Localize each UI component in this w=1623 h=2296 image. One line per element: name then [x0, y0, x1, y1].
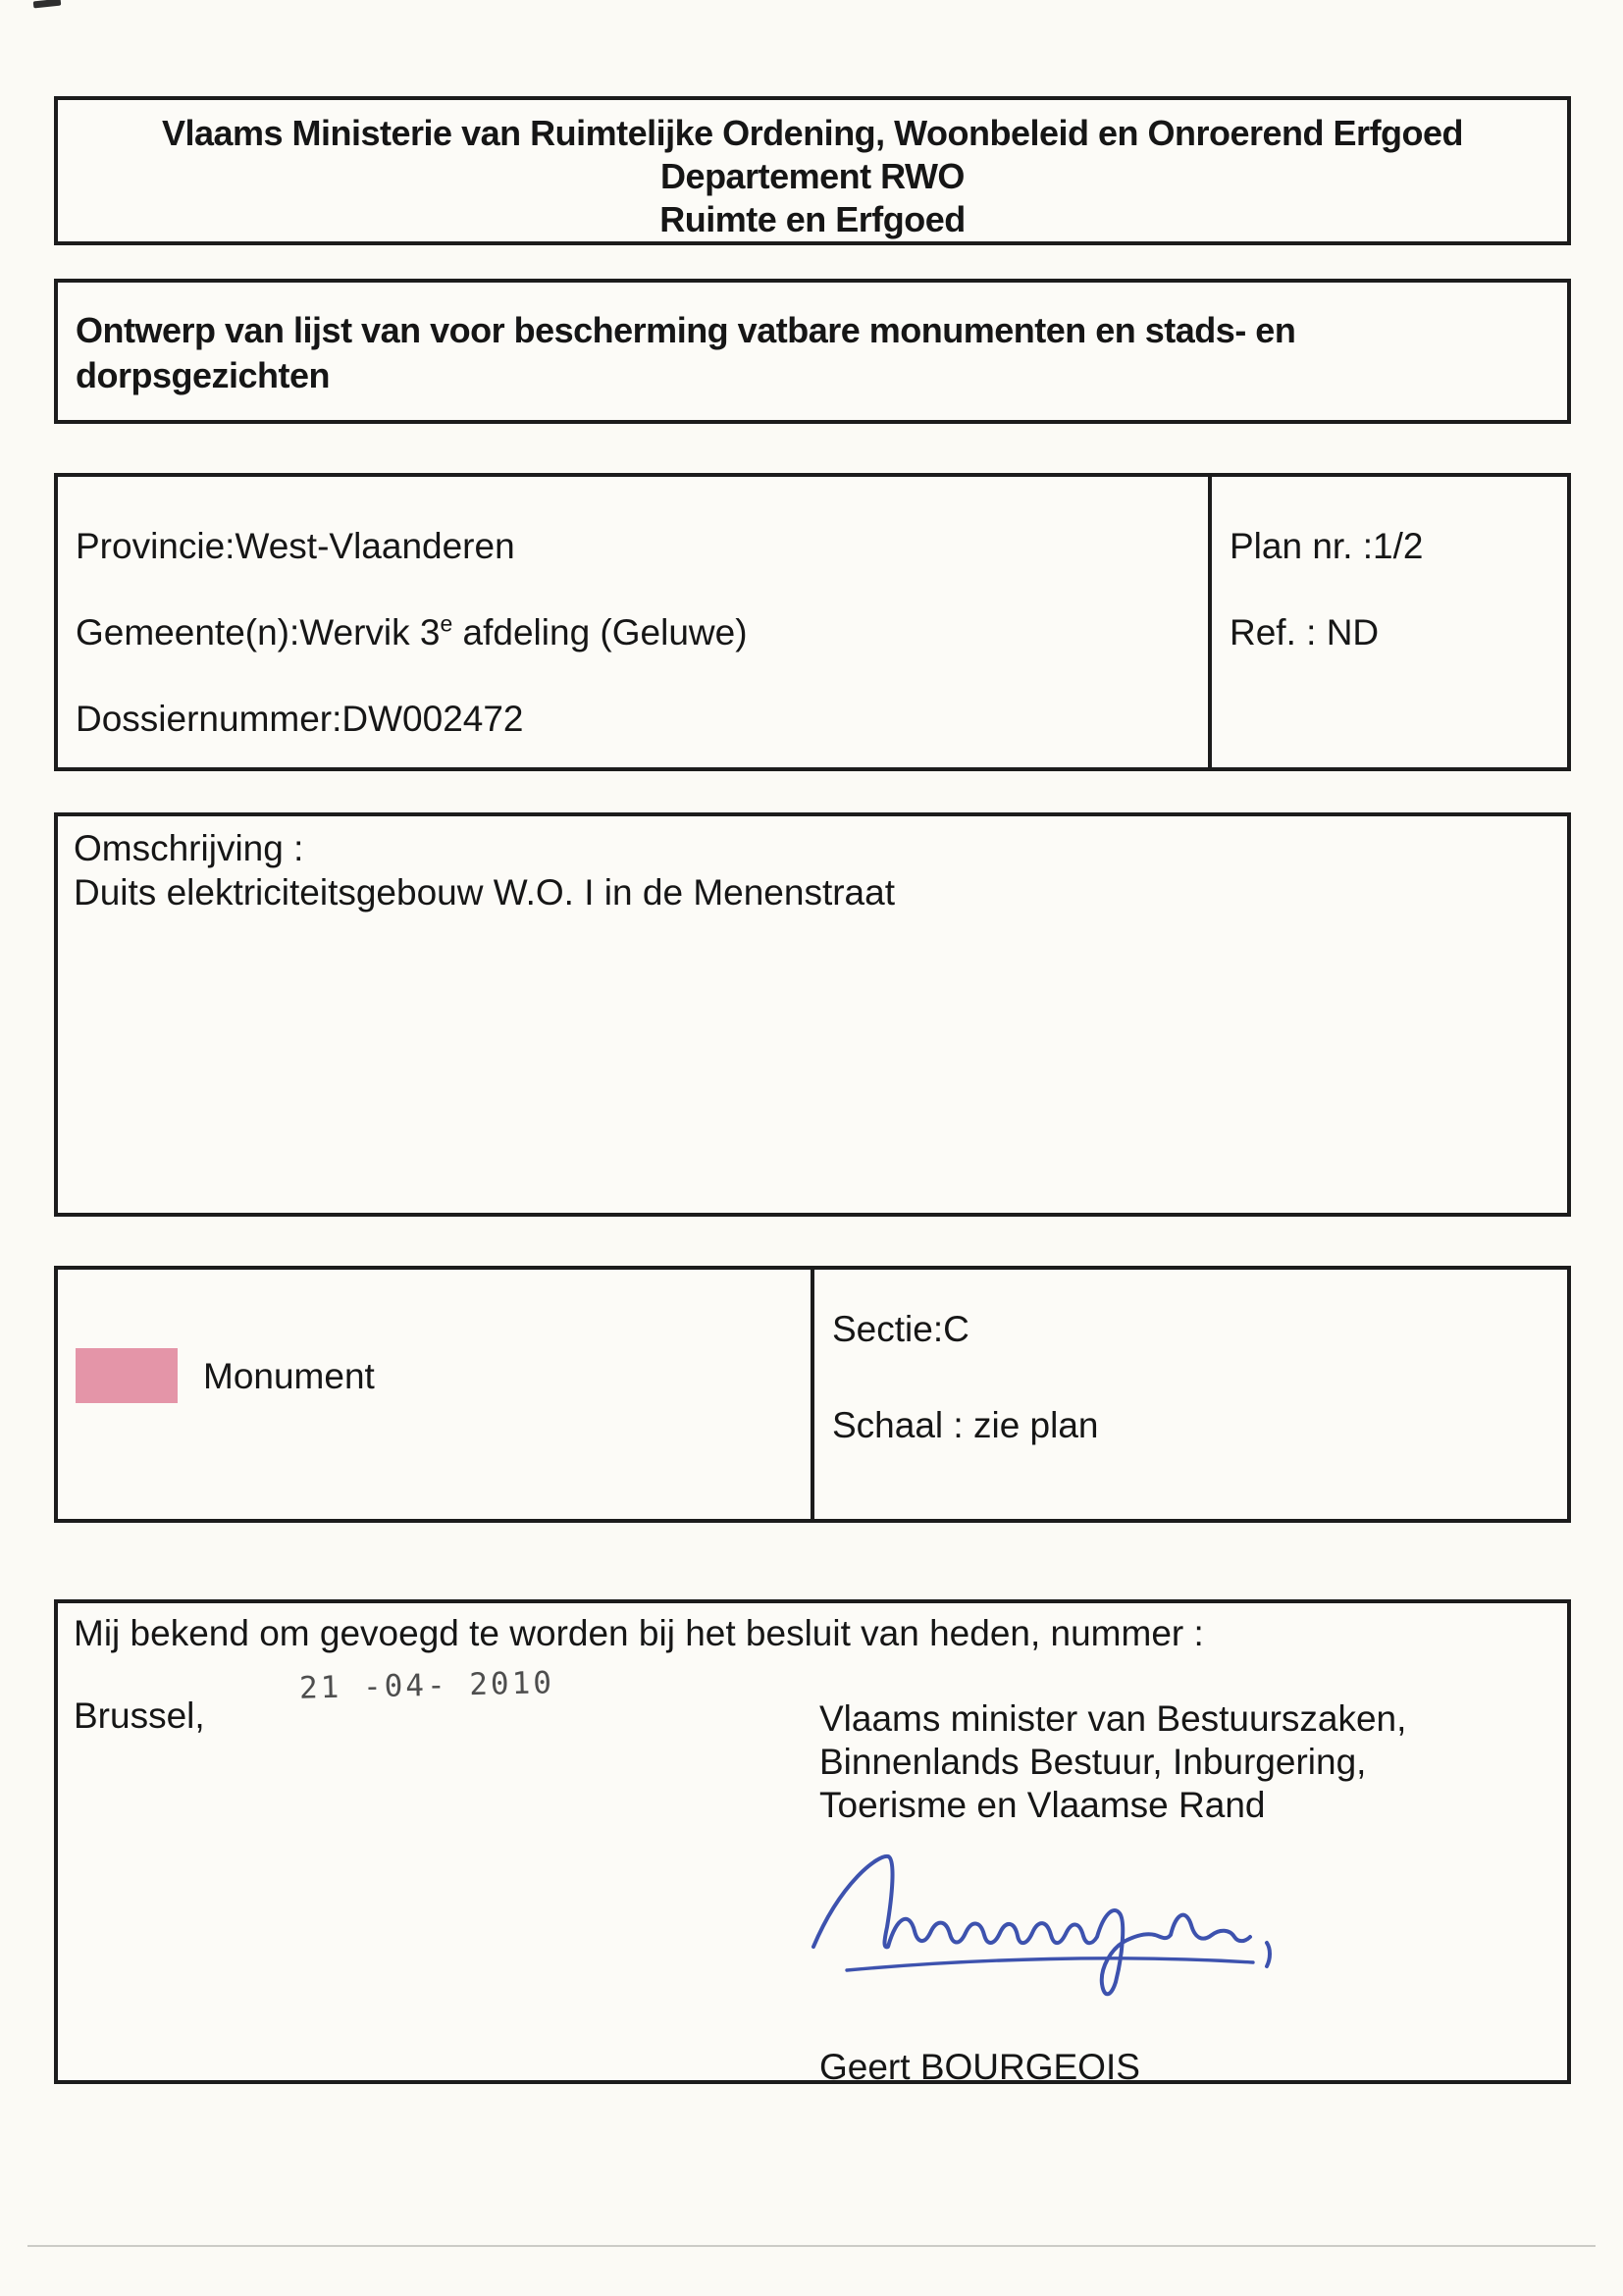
date-stamp: 21 -04- 2010: [298, 1665, 555, 1706]
description-box: [54, 812, 1571, 1217]
monument-color-swatch: [76, 1348, 178, 1403]
signature-image: [800, 1849, 1398, 2002]
municipality-superscript: e: [440, 610, 453, 637]
dossier-info-left-cell: [58, 477, 1212, 767]
monument-label: Monument: [203, 1356, 375, 1396]
municipality-field: [76, 612, 748, 653]
municipality-suffix: afdeling (Geluwe): [452, 612, 748, 652]
dossier-info-right-cell: [1212, 477, 1567, 767]
ministry-header-box: [54, 96, 1571, 245]
signature-comma-stroke: [1267, 1943, 1270, 1966]
scan-artifact-corner-mark: [33, 0, 62, 8]
description-value: Duits elektriciteitsgebouw W.O. I in de Menenstraat: [74, 872, 895, 913]
dossier-number-field: Dossiernummer:DW002472: [76, 699, 524, 739]
plan-number-field: Plan nr. :1/2: [1230, 526, 1424, 566]
department-name: Departement RWO: [660, 156, 965, 196]
ministry-name: Vlaams Ministerie van Ruimtelijke Ordening, Woonbeleid en Onroerend Erfgoed: [161, 113, 1464, 153]
sectie-field: Sectie:C: [832, 1309, 969, 1349]
section-cell: [814, 1270, 1567, 1519]
legend-section-box: [54, 1266, 1571, 1523]
minister-title-line3: Toerisme en Vlaamse Rand: [819, 1785, 1266, 1825]
division-name: Ruimte en Erfgoed: [659, 199, 966, 239]
minister-title-line2: Binnenlands Bestuur, Inburgering,: [819, 1742, 1367, 1782]
besluit-intro-text: Mij bekend om gevoegd te worden bij het besluit van heden, nummer :: [74, 1613, 1204, 1653]
province-field: Provincie:West-Vlaanderen: [76, 526, 515, 566]
signature-underline-stroke: [847, 1958, 1253, 1970]
municipality-prefix: Gemeente(n):Wervik 3: [76, 612, 441, 652]
minister-title-block: [819, 1697, 1406, 1827]
scan-artifact-bottom-line: [27, 2245, 1596, 2247]
signature-stroke: [813, 1856, 1250, 1994]
document-title: Ontwerp van lijst van voor bescherming vatbare monumenten en stads- en dorpsgezichten: [76, 310, 1296, 395]
dossier-info-box: [54, 473, 1571, 771]
document-title-box: [54, 279, 1571, 424]
minister-title-line1: Vlaams minister van Bestuurszaken,: [819, 1698, 1407, 1739]
place-label: Brussel,: [74, 1696, 205, 1736]
ref-field: Ref. : ND: [1230, 612, 1380, 652]
signer-name: Geert BOURGEOIS: [819, 2047, 1140, 2087]
schaal-field: Schaal : zie plan: [832, 1405, 1099, 1445]
signing-box: [54, 1599, 1571, 2087]
legend-cell: [58, 1270, 814, 1519]
description-label: Omschrijving :: [74, 828, 304, 868]
